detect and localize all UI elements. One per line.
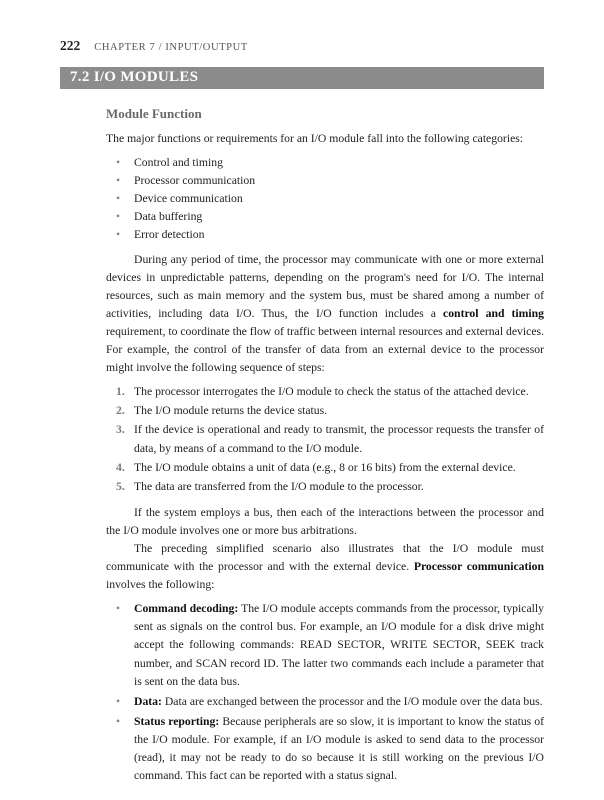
bullet-icon: • <box>116 156 121 170</box>
step-number: 1. <box>116 385 125 399</box>
paragraph-control-timing: During any period of time, the processor may communicate with one or more external devices in unpredictable patterns, depending on the program's need for I/O. The internal resources, such as main memory and the system bus, must be shared among a number of activities, including data I/O. Thus, the I/O function includes a control and timing requirement, to coordinate the flow of traffic between internal resources and external devices. For example, the control of the transfer of data from an external device to the processor might involve the following sequence of steps: <box>106 252 544 375</box>
section-title: 7.2 I/O MODULES <box>70 69 199 85</box>
list-item: • Status reporting: Because peripherals are so slow, it is important to know the status of the I/O module. For example, if an I/O module is asked to send data to the processor (read), it may not be ready to do so because it is still working on the previous I/O command. This fact can be reported with a status signal. <box>116 714 544 783</box>
step-number: 5. <box>116 479 125 493</box>
list-item: • Control and timing <box>106 154 544 172</box>
list-item: 4. The I/O module obtains a unit of data (e.g., 8 or 16 bits) from the external device. <box>106 459 544 477</box>
bullet-icon: • <box>116 210 121 224</box>
intro-paragraph: The major functions or requirements for an I/O module fall into the following categories: <box>106 132 524 145</box>
section-heading-bar <box>60 67 544 89</box>
bold-term: control and timing <box>443 306 544 320</box>
chapter-title: CHAPTER 7 / INPUT/OUTPUT <box>94 42 248 53</box>
list-item: • Error detection <box>106 226 544 244</box>
list-item: • Device communication <box>106 190 544 208</box>
step-number: 2. <box>116 404 125 418</box>
category-list <box>106 154 544 244</box>
list-item: • Data buffering <box>106 208 544 226</box>
running-header <box>60 37 248 55</box>
bullet-icon: • <box>116 174 121 188</box>
communication-list <box>106 600 544 785</box>
list-item: • Command decoding: The I/O module accepts commands from the processor, typically sent as signals on the control bus. For example, an I/O module for a disk drive might accept the following commands: READ SECTOR, WRITE SECTOR, SEEK track number, and SCAN record ID. The latter two commands each include a parameter that is sent on the data bus. <box>116 602 544 688</box>
term: Command decoding: <box>134 602 239 616</box>
body-text <box>106 106 544 787</box>
page-number: 222 <box>60 38 81 53</box>
bold-term: Processor communication <box>413 560 544 574</box>
list-item: 5. The data are transferred from the I/O module to the processor. <box>106 478 544 496</box>
list-item: • Processor communication <box>106 172 544 190</box>
list-item: • Data: Data are exchanged between the processor and the I/O module over the data bus. <box>106 693 544 711</box>
paragraph-processor-communication: The preceding simplified scenario also illustrates that the I/O module must communicate with the processor and with the external device. Processor communication involves the following: <box>106 541 544 592</box>
step-list <box>106 383 544 496</box>
bullet-icon: • <box>116 192 121 206</box>
bullet-icon: • <box>116 602 121 616</box>
list-item: 3. If the device is operational and ready to transmit, the processor requests the transfer of data, by means of a command to the I/O module. <box>116 423 544 455</box>
step-number: 3. <box>116 423 125 437</box>
list-item: 2. The I/O module returns the device status. <box>106 402 544 420</box>
subsection-title: Module Function <box>106 106 202 121</box>
list-item: 1. The processor interrogates the I/O module to check the status of the attached device. <box>106 383 544 401</box>
bullet-icon: • <box>116 228 121 242</box>
step-number: 4. <box>116 460 125 474</box>
bullet-icon: • <box>116 714 121 728</box>
paragraph-bus-arbitration: If the system employs a bus, then each of the interactions between the processor and the I/O module involves one or more bus arbitrations. <box>106 505 544 537</box>
term: Data: <box>134 694 162 708</box>
term: Status reporting: <box>134 714 220 728</box>
bullet-icon: • <box>116 694 121 708</box>
